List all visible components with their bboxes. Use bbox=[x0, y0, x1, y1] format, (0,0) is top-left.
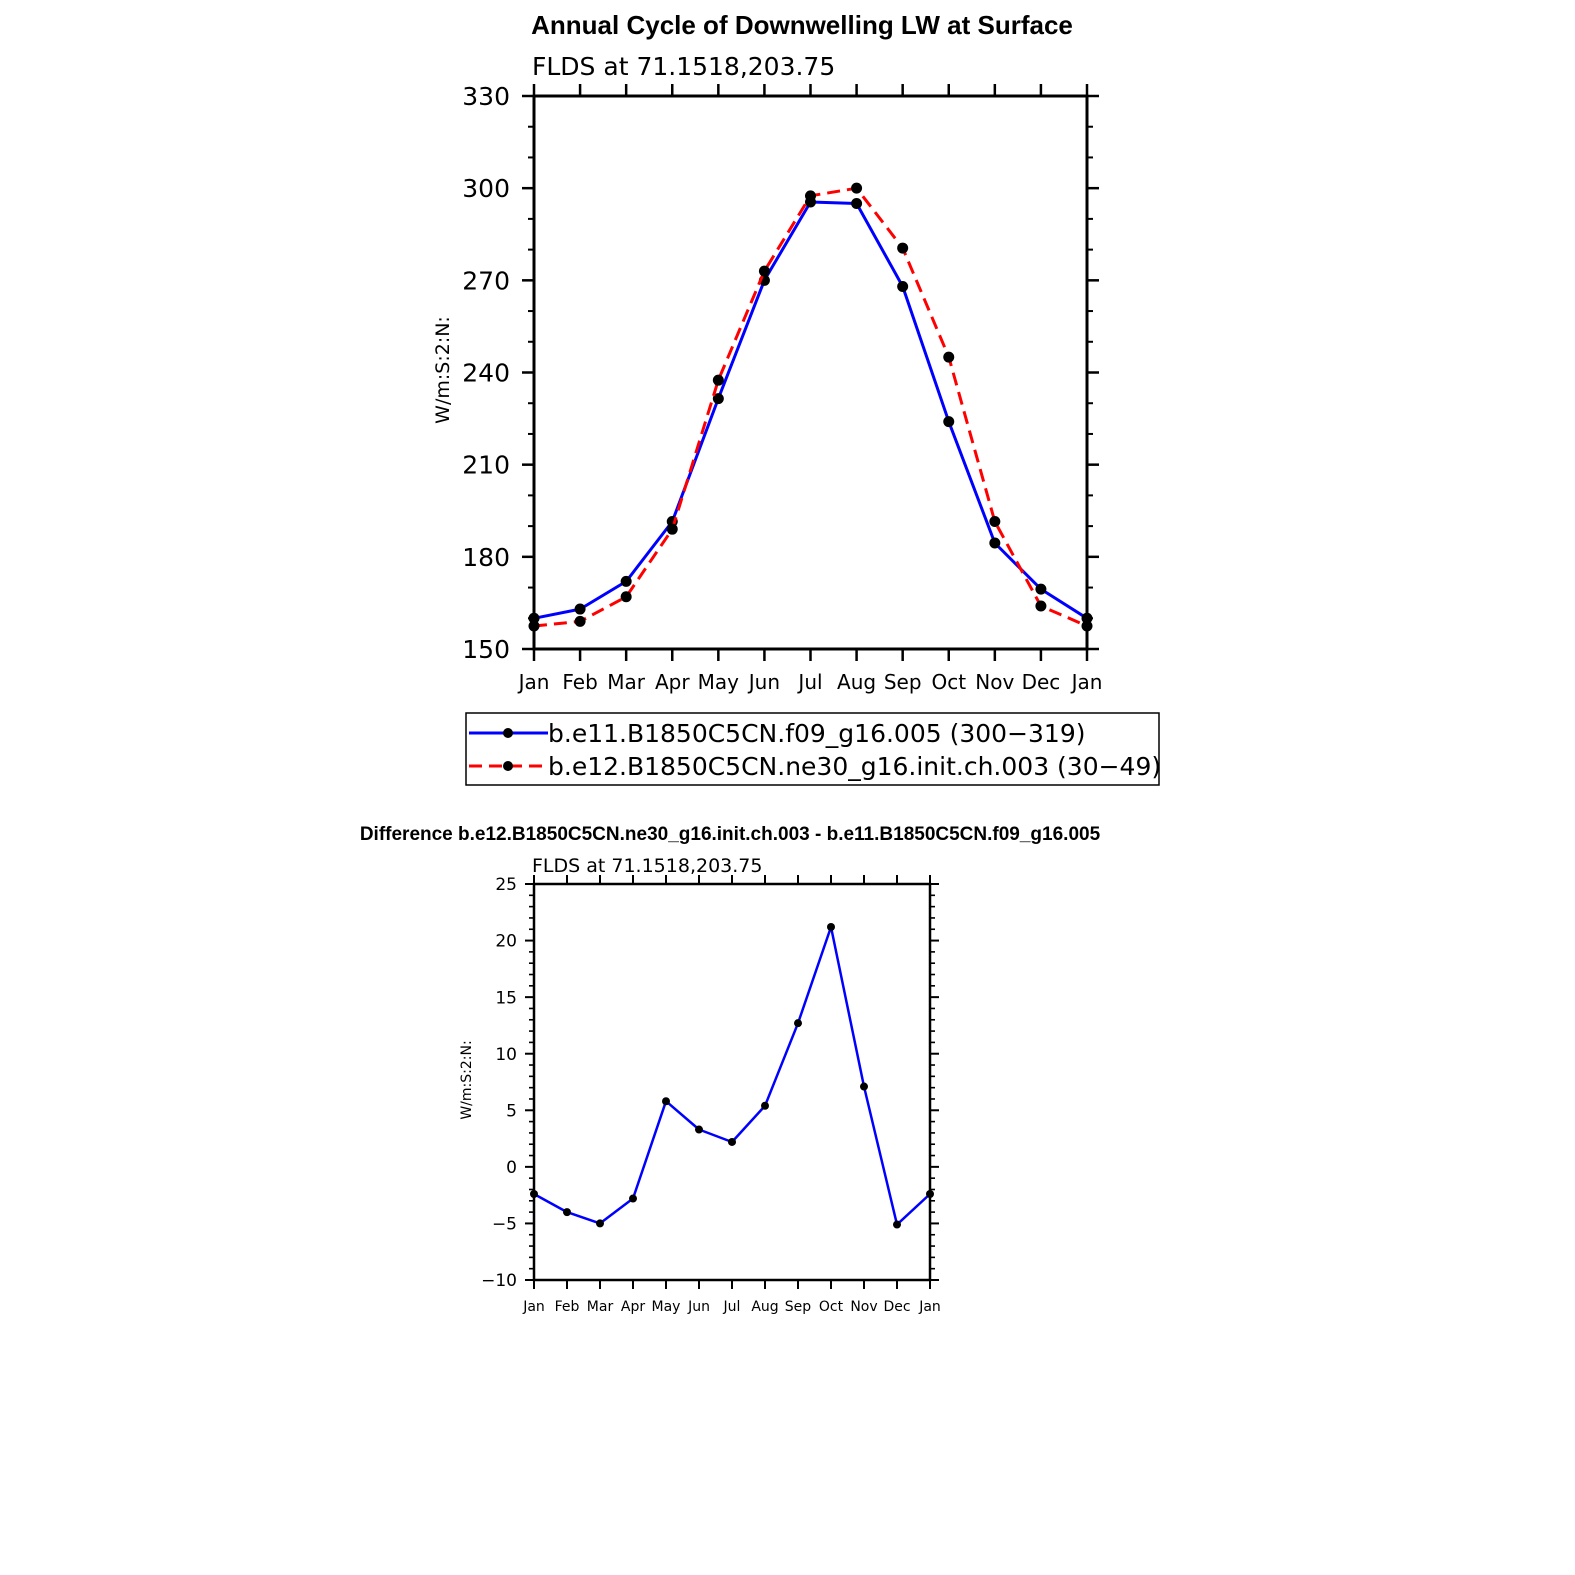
y-tick-label: −10 bbox=[481, 1271, 517, 1292]
data-point-series-1 bbox=[827, 923, 835, 931]
data-point-series-1 bbox=[794, 1019, 802, 1027]
x-tick-label: Apr bbox=[620, 1299, 646, 1315]
y-tick-label: 5 bbox=[506, 1101, 517, 1122]
data-point-series-1 bbox=[695, 1126, 703, 1134]
data-point-series-2 bbox=[851, 183, 862, 194]
legend-label-series-2: b.e12.B1850C5CN.ne30_g16.init.ch.003 (30−49) bbox=[548, 752, 1162, 781]
data-point-series-2 bbox=[989, 516, 1000, 527]
chart1-ylabel: W/m:S:2:N: bbox=[432, 316, 454, 424]
data-point-series-1 bbox=[575, 604, 586, 615]
x-tick-label: Mar bbox=[607, 670, 646, 694]
x-tick-label: Feb bbox=[562, 670, 598, 694]
x-tick-label: Apr bbox=[654, 670, 690, 694]
data-point-series-1 bbox=[761, 1102, 769, 1110]
chart1-ticks bbox=[462, 82, 1102, 694]
y-tick-label: 25 bbox=[495, 875, 517, 896]
y-tick-label: 15 bbox=[495, 988, 517, 1009]
x-tick-label: Jan bbox=[523, 1299, 545, 1315]
x-tick-label: Jan bbox=[919, 1299, 941, 1315]
data-point-series-1 bbox=[563, 1208, 571, 1216]
chart1-series bbox=[529, 183, 1093, 632]
data-point-series-2 bbox=[943, 352, 954, 363]
data-point-series-2 bbox=[759, 266, 770, 277]
chart1-subtitle: FLDS at 71.1518,203.75 bbox=[532, 52, 836, 81]
legend-marker-series-2 bbox=[503, 761, 513, 771]
legend-marker-series-1 bbox=[503, 728, 513, 738]
data-point-series-1 bbox=[989, 538, 1000, 549]
data-point-series-1 bbox=[728, 1138, 736, 1146]
data-point-series-2 bbox=[667, 524, 678, 535]
x-tick-label: Oct bbox=[931, 670, 967, 694]
data-point-series-1 bbox=[621, 576, 632, 587]
data-point-series-1 bbox=[596, 1219, 604, 1227]
x-tick-label: May bbox=[651, 1299, 681, 1315]
chart2-ylabel: W/m:S:2:N: bbox=[459, 1040, 475, 1120]
data-point-series-1 bbox=[1035, 584, 1046, 595]
x-tick-label: Jul bbox=[723, 1299, 741, 1315]
x-tick-label: Nov bbox=[850, 1299, 878, 1315]
y-tick-label: 20 bbox=[495, 931, 517, 952]
x-tick-label: Jun bbox=[748, 670, 781, 694]
x-tick-label: Mar bbox=[586, 1299, 614, 1315]
x-tick-label: May bbox=[697, 670, 740, 694]
chart2-series bbox=[530, 923, 934, 1229]
series-line-2 bbox=[534, 188, 1087, 626]
chart2-ticks bbox=[481, 875, 941, 1315]
x-tick-label: Oct bbox=[818, 1299, 844, 1315]
data-point-series-1 bbox=[662, 1097, 670, 1105]
chart2-title: Difference b.e12.B1850C5CN.ne30_g16.init.ch.003 - b.e11.B1850C5CN.f09_g16.005 bbox=[359, 824, 1101, 845]
y-tick-label: 270 bbox=[462, 266, 510, 296]
y-tick-label: 10 bbox=[495, 1044, 517, 1065]
y-tick-label: −5 bbox=[491, 1214, 517, 1235]
x-tick-label: Jan bbox=[1071, 670, 1103, 694]
chart1-plot-frame bbox=[534, 96, 1087, 649]
data-point-series-2 bbox=[805, 190, 816, 201]
series-line-1 bbox=[534, 202, 1087, 618]
chart1-legend bbox=[466, 713, 1161, 785]
x-tick-label: Aug bbox=[751, 1299, 779, 1315]
x-tick-label: Feb bbox=[554, 1299, 580, 1315]
x-tick-label: Jun bbox=[688, 1299, 710, 1315]
data-point-series-1 bbox=[897, 281, 908, 292]
y-tick-label: 240 bbox=[462, 358, 510, 388]
y-tick-label: 150 bbox=[462, 635, 510, 664]
chart2-subtitle: FLDS at 71.1518,203.75 bbox=[532, 855, 763, 877]
x-tick-label: Nov bbox=[975, 670, 1015, 694]
y-tick-label: 0 bbox=[506, 1157, 517, 1178]
x-tick-label: Dec bbox=[883, 1299, 911, 1315]
data-point-series-2 bbox=[575, 616, 586, 627]
data-point-series-2 bbox=[713, 375, 724, 386]
x-tick-label: Jul bbox=[798, 670, 823, 694]
data-point-series-1 bbox=[943, 416, 954, 427]
data-point-series-2 bbox=[621, 591, 632, 602]
x-tick-label: Sep bbox=[883, 670, 922, 694]
data-point-series-1 bbox=[893, 1221, 901, 1229]
data-point-series-2 bbox=[897, 243, 908, 254]
data-point-series-1 bbox=[851, 198, 862, 209]
chart1-title: Annual Cycle of Downwelling LW at Surface bbox=[531, 10, 1073, 40]
x-tick-label: Aug bbox=[837, 670, 877, 694]
y-tick-label: 300 bbox=[462, 174, 510, 204]
y-tick-label: 180 bbox=[462, 542, 510, 572]
y-tick-label: 210 bbox=[462, 450, 510, 480]
x-tick-label: Sep bbox=[784, 1299, 812, 1315]
data-point-series-1 bbox=[860, 1083, 868, 1091]
data-point-series-2 bbox=[1035, 600, 1046, 611]
x-tick-label: Jan bbox=[518, 670, 550, 694]
x-tick-label: Dec bbox=[1021, 670, 1061, 694]
legend-label-series-1: b.e11.B1850C5CN.f09_g16.005 (300−319) bbox=[548, 719, 1086, 748]
series-line-1 bbox=[534, 927, 930, 1225]
y-tick-label: 330 bbox=[462, 82, 510, 111]
data-point-series-1 bbox=[629, 1195, 637, 1203]
